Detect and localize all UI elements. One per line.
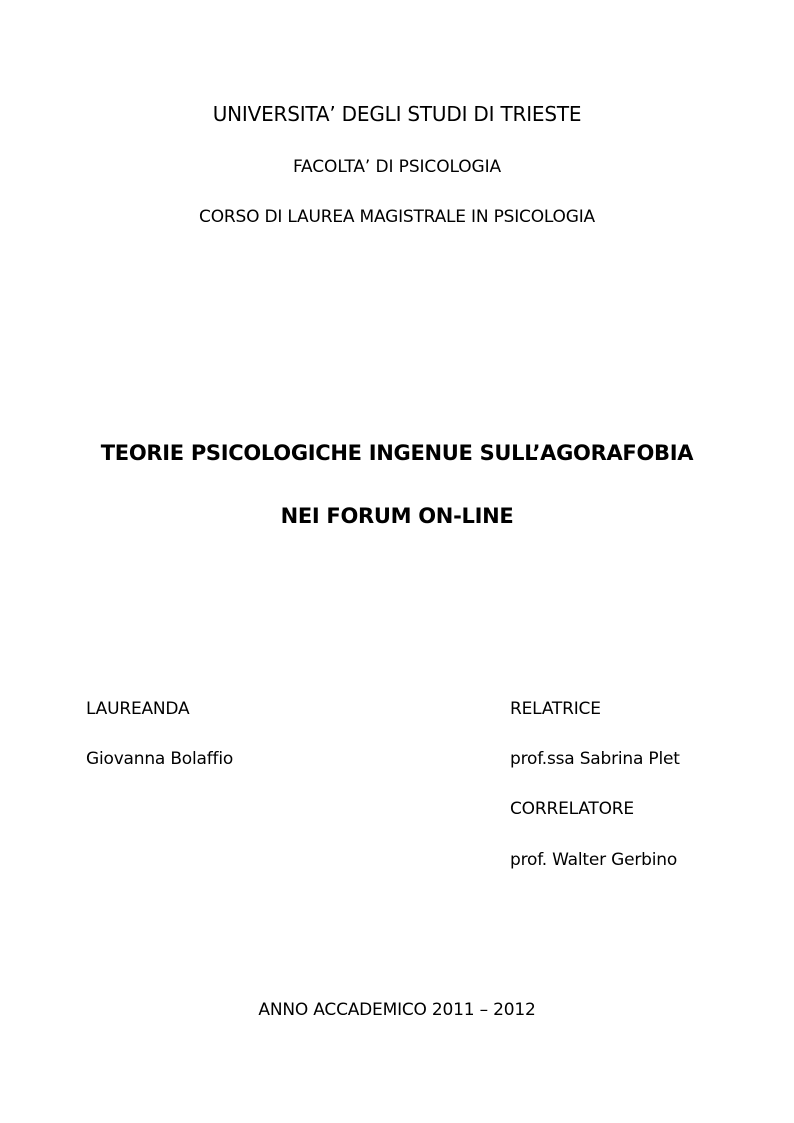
candidate-name: Giovanna Bolaffio	[86, 749, 234, 769]
academic-year: ANNO ACCADEMICO 2011 – 2012	[258, 1000, 536, 1020]
supervisor-label: RELATRICE	[510, 699, 601, 719]
co-supervisor-label: CORRELATORE	[510, 799, 634, 819]
course-name: CORSO DI LAUREA MAGISTRALE IN PSICOLOGIA	[199, 207, 595, 227]
co-supervisor-name: prof. Walter Gerbino	[510, 850, 678, 870]
faculty-name: FACOLTA’ DI PSICOLOGIA	[292, 157, 502, 177]
supervisor-name: prof.ssa Sabrina Plet	[510, 749, 680, 769]
thesis-title-line-2: NEI FORUM ON-LINE	[280, 504, 514, 528]
candidate-label: LAUREANDA	[86, 699, 190, 719]
university-name: UNIVERSITA’ DEGLI STUDI DI TRIESTE	[212, 102, 582, 126]
thesis-title-line-1: TEORIE PSICOLOGICHE INGENUE SULL’AGORAFOBIA	[100, 441, 694, 465]
